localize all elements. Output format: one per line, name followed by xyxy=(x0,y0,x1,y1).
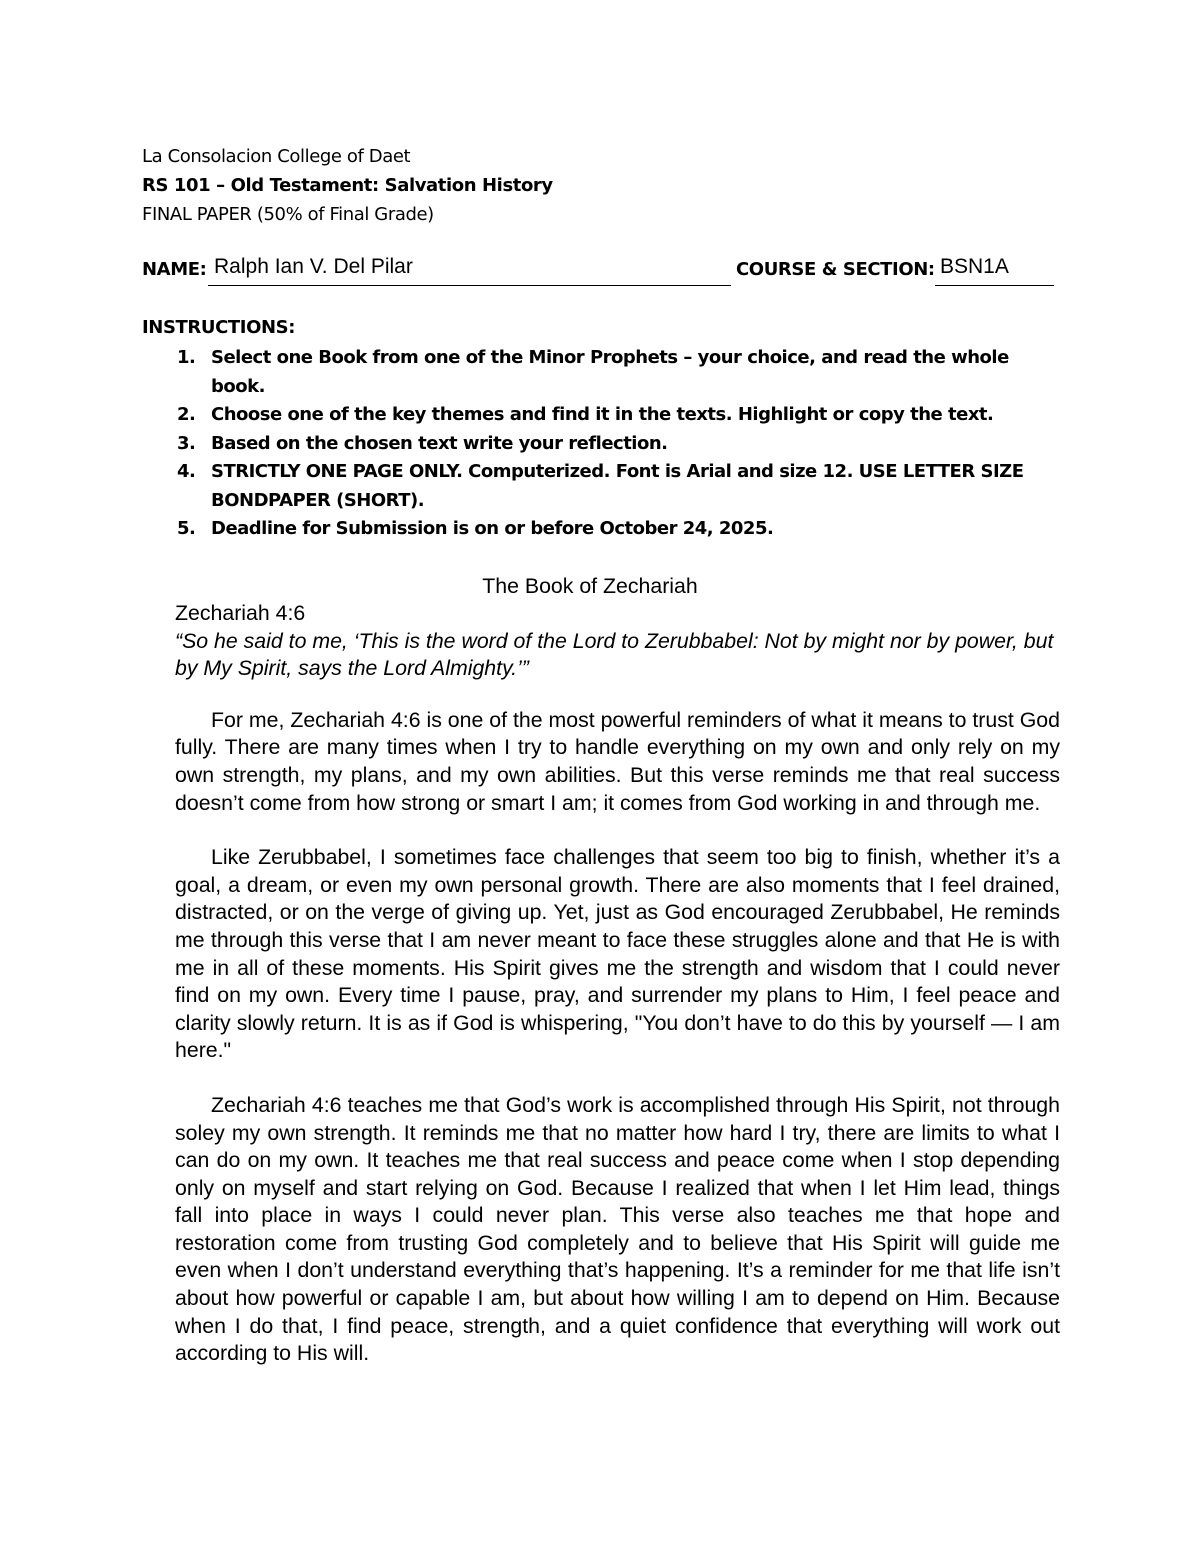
paper-title: FINAL PAPER (50% of Final Grade) xyxy=(142,204,434,225)
instruction-number: 3. xyxy=(177,432,196,454)
instruction-number: 2. xyxy=(177,404,196,425)
school-name: La Consolacion College of Daet xyxy=(142,146,411,167)
essay-paragraph: Like Zerubbabel, I sometimes face challenges that seem too big to finish, whether it’s a goal, a dream, or even my own personal growth. There are also moments that I feel drained, distracted, or on the verge of giving up. Yet, just as God encouraged Zerubbabel, He reminds me through this verse that I am never meant to face these struggles alone and that He is with me in all of these moments. His Spirit gives me the strength and wisdom that I could never find on my own. Every time I pause, pray, and surrender my plans to Him, I feel peace and clarity slowly return. It is as if God is whispering, "You don’t have to do this by yourself — I am here." xyxy=(175,845,1060,1063)
name-label: NAME: xyxy=(142,259,207,280)
section-label: COURSE & SECTION: xyxy=(736,259,935,280)
instruction-item xyxy=(142,430,1042,459)
essay-body xyxy=(175,600,1060,1368)
essay-paragraph: For me, Zechariah 4:6 is one of the most powerful reminders of what it means to trust God fully. There are many times when I try to handle everything on my own and only rely on my own strength, my plans, and my own abilities. But this verse reminds me that real success doesn’t come from how strong or smart I am; it comes from God working in and through me. xyxy=(175,707,1060,815)
instruction-text: Select one Book from one of the Minor Prophets – your choice, and read the whole book. xyxy=(211,347,1009,397)
instruction-number: 4. xyxy=(177,461,196,482)
instruction-text: Deadline for Submission is on or before October 24, 2025. xyxy=(211,518,774,539)
verse-reference: Zechariah 4:6 xyxy=(175,601,306,625)
essay-title: The Book of Zechariah xyxy=(482,574,698,598)
instruction-text: Based on the chosen text write your reflection. xyxy=(211,432,668,454)
course-title: RS 101 – Old Testament: Salvation History xyxy=(142,175,553,196)
instruction-item xyxy=(142,515,1042,544)
instructions-list xyxy=(142,344,1042,544)
instructions-title: INSTRUCTIONS: xyxy=(142,317,295,338)
instruction-text: Choose one of the key themes and find it in the texts. Highlight or copy the text. xyxy=(211,404,994,425)
instruction-item xyxy=(142,401,1042,430)
instruction-item xyxy=(142,458,1042,515)
instruction-number: 1. xyxy=(177,347,196,368)
essay-paragraph: Zechariah 4:6 teaches me that God’s work is accomplished through His Spirit, not through soley my own strength. It reminds me that no matter how hard I try, there are limits to what I can do on my own. It teaches me that real success and peace come when I stop depending only on myself and start relying on God. Because I realized that when I let Him lead, things fall into place in ways I could never plan. This verse also teaches me that hope and restoration come from trusting God completely and to believe that His Spirit will guide me even when I don’t understand everything that’s happening. It’s a reminder for me that life isn’t about how powerful or capable I am, but about how willing I am to depend on Him. Because when I do that, I find peace, strength, and a quiet confidence that everything will work out according to His will. xyxy=(175,1092,1060,1366)
verse-quote: “So he said to me, ‘This is the word of the Lord to Zerubbabel: Not by might nor by power, but by My Spirit, says the Lord Almighty.’” xyxy=(175,628,1054,681)
name-value: Ralph Ian V. Del Pilar xyxy=(214,255,413,278)
instruction-item xyxy=(142,344,1042,401)
instruction-number: 5. xyxy=(177,518,196,539)
instruction-text: STRICTLY ONE PAGE ONLY. Computerized. Font is Arial and size 12. USE LETTER SIZE BONDPAPER (SHORT). xyxy=(211,461,1024,511)
section-value: BSN1A xyxy=(940,255,1009,278)
